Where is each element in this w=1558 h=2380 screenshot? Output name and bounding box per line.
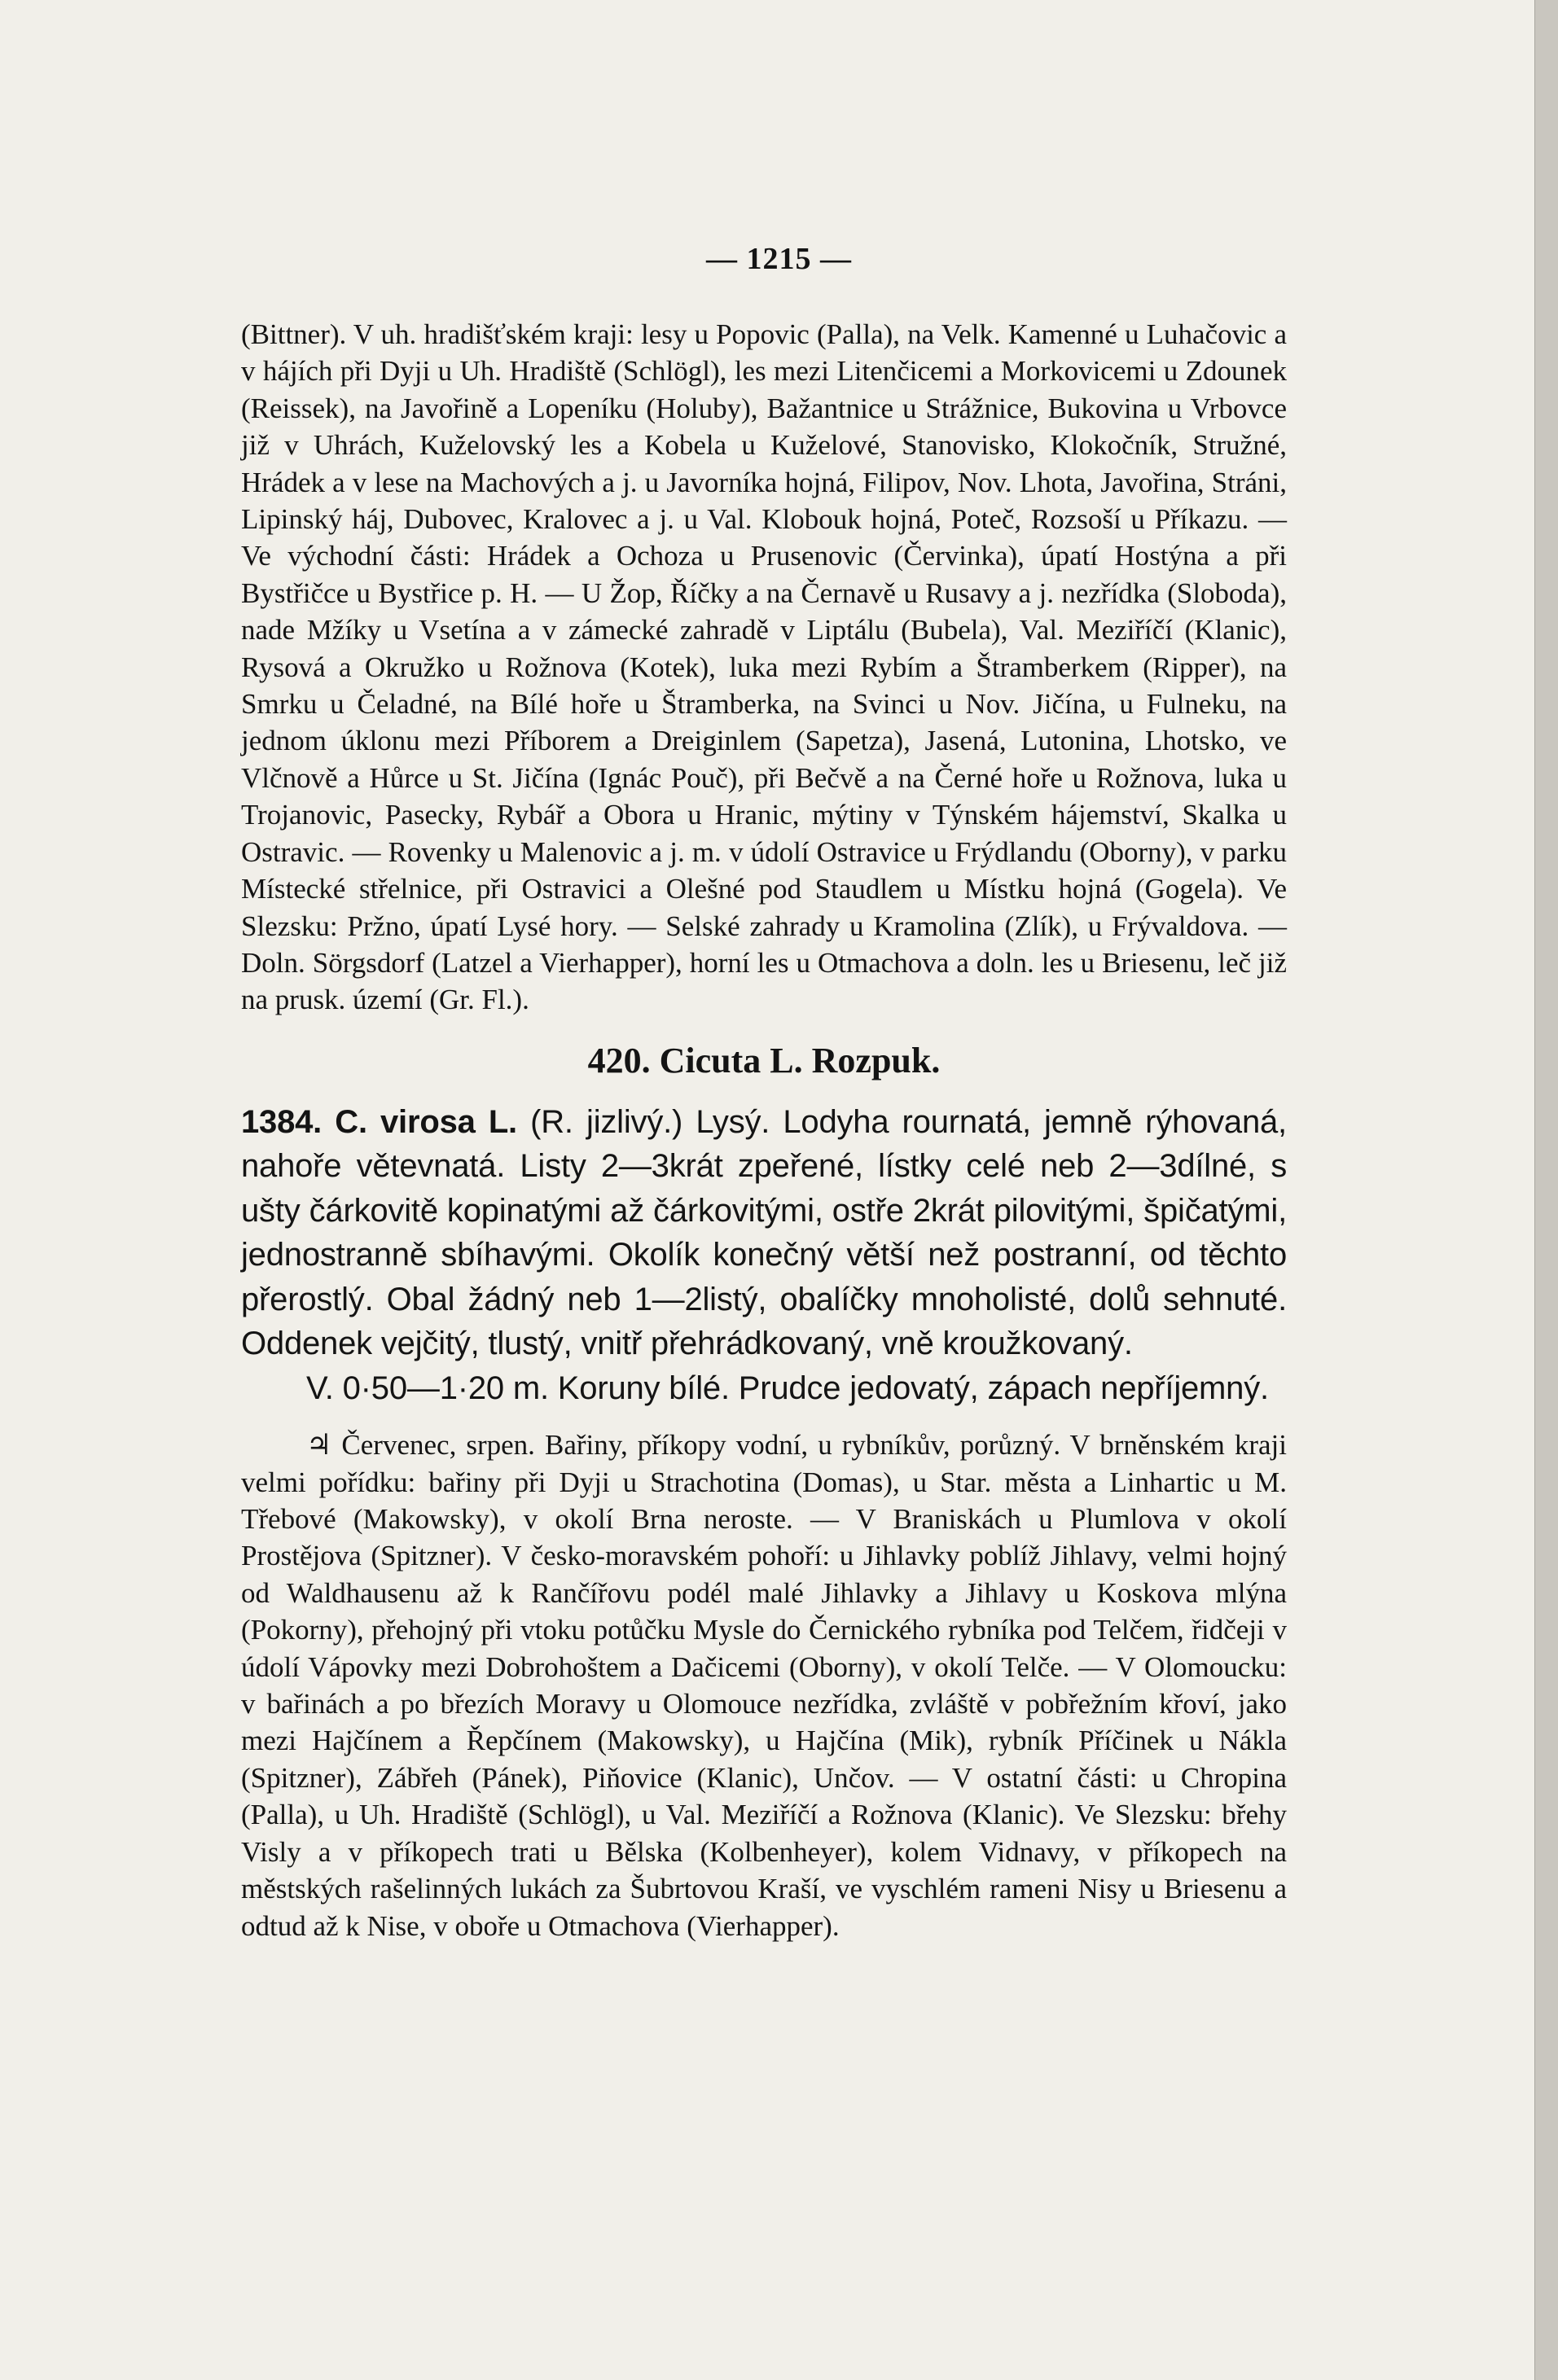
page-number: — 1215 — [706,242,852,276]
species-size-line: V. 0·50—1·20 m. Koruny bílé. Prudce jedovatý, zápach nepříjemný. [306,1370,1269,1406]
page-edge [1534,0,1558,2380]
distribution-paragraph: ♃ Červenec, srpen. Bařiny, příkopy vodní, u rybníkův, porůzný. V brněnském kraji velmi pořídku: bařiny při Dyji u Strachotina (Domas), u Star. města a Linhartic u M. Třebové (Makowsky), v okolí Brna neroste. — V Braniskách u Plumlova v okolí Prostějova (Spitzner). V česko-moravském pohoří: u Jihlavky poblíž Jihlavy, velmi hojný od Waldhausenu až k Rančířovu podél malé Jihlavky a Jihlavy u Koskova mlýna (Pokorny), přehojný při vtoku potůčku Mysle do Černického rybníka pod Telčem, řidčeji v údolí Vápovky mezi Dobrohoštem a Dačicemi (Oborny), v okolí Telče. — V Olomoucku: v bařinách a po březích Moravy u Olomouce nezřídka, zvláště v pobřežním křoví, jako mezi Hajčínem a Řepčínem (Makowsky), u Hajčína (Mik), rybník Příčinek u Nákla (Spitzner), Zábřeh (Pánek), Piňovice (Klanic), Unčov. — V ostatní části: u Chropina (Palla), u Uh. Hradiště (Schlögl), u Val. Meziříčí a Rožnova (Klanic). Ve Slezsku: břehy Visly a v příkopech trati u Bělska (Kolbenheyer), kolem Vidnavy, v příkopech na městských rašelinných lukách za Šubrtovou Kraší, ve vyschlém rameni Nisy u Briesenu a odtud až k Nise, v oboře u Otmachova (Vierhapper). [241,1429,1287,1942]
species-lead: 1384. C. virosa L. [241,1103,517,1140]
species-description [241,1100,1287,1366]
intro-paragraph: (Bittner). V uh. hradišťském kraji: lesy u Popovic (Palla), na Velk. Kamenné u Luhačovic a v hájích při Dyji u Uh. Hradiště (Schlögl), les mezi Litenčicemi a Morkovicemi u Zdounek (Reissek), na Javořině a Lopeníku (Holuby), Bažantnice u Strážnice, Bukovina u Vrbovce již v Uhrách, Kuželovský les a Kobela u Kuželové, Stanovisko, Klokočník, Stružné, Hrádek a v lese na Machových a j. u Javorníka hojná, Filipov, Nov. Lhota, Javořina, Stráni, Lipinský háj, Dubovec, Kralovec a j. u Val. Klobouk hojná, Poteč, Rozsoší u Příkazu. — Ve východní části: Hrádek a Ochoza u Prusenovic (Červinka), úpatí Hostýna a při Bystřičce u Bystřice p. H. — U Žop, Říčky a na Černavě u Rusavy a j. nezřídka (Sloboda), nade Mžíky u Vsetína a v zámecké zahradě v Liptálu (Bubela), Val. Meziříčí (Klanic), Rysová a Okružko u Rožnova (Kotek), luka mezi Rybím a Štramberkem (Ripper), na Smrku u Čeladné, na Bílé hoře u Štramberka, na Svinci u Nov. Jičína, u Fulneku, na jednom úklonu mezi Příborem a Dreiginlem (Sapetza), Jasená, Lutonina, Lhotsko, ve Vlčnově a Hůrce u St. Jičína (Ignác Pouč), při Bečvě a na Černé hoře u Rožnova, luka u Trojanovic, Pasecky, Rybář a Obora u Hranic, mýtiny v Týnském hájemství, Skalka u Ostravic. — Rovenky u Malenovic a j. m. v údolí Ostravice u Frýdlandu (Oborny), v parku Místecké střelnice, při Ostravici a Olešné pod Staudlem u Místku hojná (Gogela). Ve Slezsku: Pržno, úpatí Lysé hory. — Selské zahrady u Kramolina (Zlík), u Frývaldova. — Doln. Sörgsdorf (Latzel a Vierhapper), horní les u Otmachova a doln. les u Briesenu, leč již na prusk. území (Gr. Fl.). [241,318,1287,1016]
spacer [241,1410,1287,1427]
species-description-text: (R. jizlivý.) Lysý. Lodyha rournatá, jemně rýhovaná, nahoře větevnatá. Listy 2—3krát zpeřené, lístky celé neb 2—3dílné, s ušty čárkovitě kopinatými až čárkovitými, ostře 2krát pilovitými, špičatými, jednostranně sbíhavými. Okolík konečný větší než postranní, od těchto přerostlý. Obal žádný neb 1—2listý, obalíčky mnoholisté, dolů sehnuté. Oddenek vejčitý, tlustý, vnitř přehrádkovaný, vně kroužkovaný. [241,1103,1287,1362]
genus-heading: 420. Cicuta L. Rozpuk. [587,1040,941,1080]
text-block [241,316,1287,1944]
